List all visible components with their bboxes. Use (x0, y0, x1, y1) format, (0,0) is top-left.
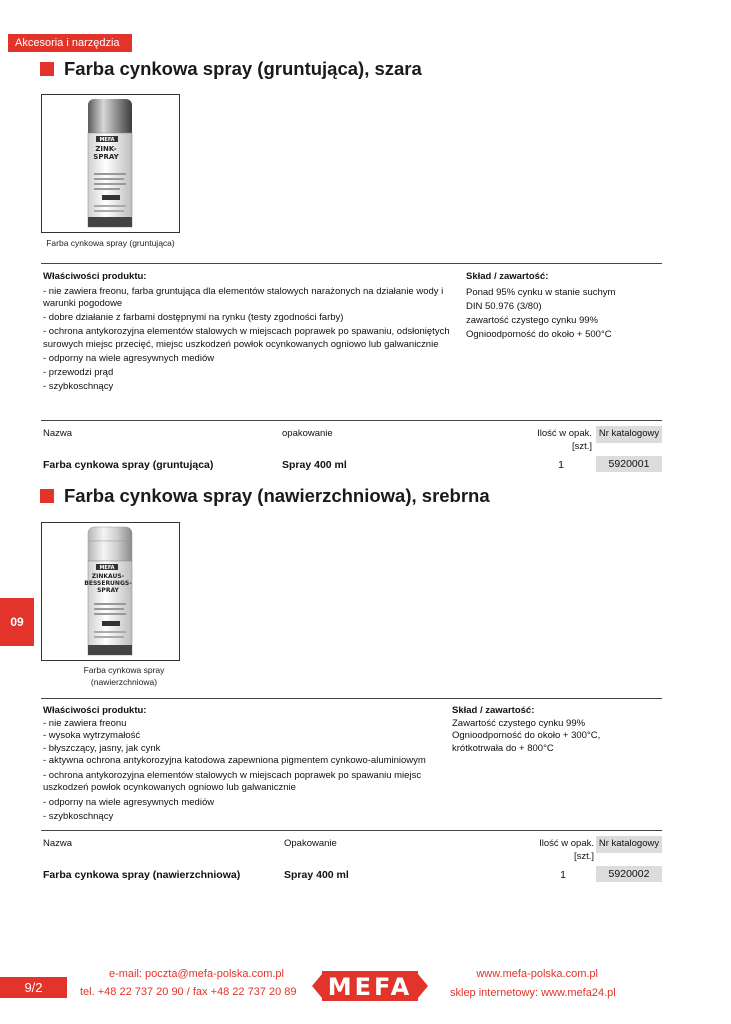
row-catalog-number: 5920001 (596, 456, 662, 472)
section-marker (40, 62, 54, 76)
svg-text:SPRAY: SPRAY (93, 153, 119, 161)
composition-block (466, 271, 666, 342)
svg-text:MEFA: MEFA (99, 565, 115, 571)
svg-text:MEFA: MEFA (99, 137, 115, 143)
composition-heading: Skład / zawartość: (466, 271, 549, 282)
property-item: - wysoka wytrzymałość (43, 730, 141, 741)
row-quantity: 1 (558, 459, 564, 471)
chapter-tab: 09 (0, 598, 34, 646)
row-quantity: 1 (560, 869, 566, 881)
svg-text:MEFA: MEFA (327, 973, 413, 1001)
property-item: - ochrona antykorozyjna elementów stalowych w miejscach poprawek po spawaniu miejsc uszkodzeń powłok ocynkowanych ogniowo lub galwanicznie (43, 769, 422, 793)
spray-can-image (42, 95, 179, 232)
image-caption: Farba cynkowa spray (gruntująca) (46, 238, 175, 248)
divider (41, 698, 662, 699)
composition-item: DIN 50.976 (3/80) (466, 300, 542, 312)
property-item: - nie zawiera freonu, farba gruntująca dla elementów stalowych narażonych na działanie wody i warunki pogodowe (43, 285, 444, 309)
footer-email[interactable]: e-mail: poczta@mefa-polska.com.pl (108, 968, 284, 980)
divider (41, 830, 662, 831)
col-header-catalog: Nr katalogowy (596, 426, 662, 443)
spray-can-image (42, 523, 179, 660)
row-packaging: Spray 400 ml (284, 869, 349, 881)
property-item: - błyszczący, jasny, jak cynk (43, 742, 161, 754)
composition-item: Ponad 95% cynku w stanie suchym (466, 286, 616, 298)
col-header-pack: Opakowanie (284, 838, 337, 849)
svg-text:ZINKAUS-: ZINKAUS- (91, 573, 125, 580)
properties-heading: Właściwości produktu: (43, 705, 147, 716)
footer-phone: tel. +48 22 737 20 90 / fax +48 22 737 20 89 (80, 986, 297, 998)
property-item: - ochrona antykorozyjna elementów stalowych w miejscach poprawek po spawaniu, odsłoniętych surowych miejsc przecięć, miejsc uszkodzeń powłok ocynkowanych ogniowo lub galwanicznie (43, 326, 450, 350)
svg-text:ZINK-: ZINK- (95, 145, 117, 153)
col-header-name: Nazwa (43, 428, 73, 439)
row-product-name: Farba cynkowa spray (nawierzchniowa) (43, 869, 241, 881)
property-item: - dobre działanie z farbami dostępnymi na rynku (testy zgodności farby) (43, 312, 344, 323)
footer-website[interactable]: www.mefa-polska.com.pl (476, 968, 598, 980)
col-header-pack: opakowanie (282, 428, 333, 439)
image-caption: Farba cynkowa spray (nawierzchniowa) (83, 665, 165, 687)
composition-heading: Skład / zawartość: (452, 705, 535, 716)
col-header-qty: Ilość w opak. [szt.] (539, 838, 594, 862)
properties-block (43, 271, 453, 395)
property-item: - odporny na wiele agresywnych mediów (43, 352, 215, 364)
product-image-frame (41, 522, 180, 661)
svg-text:SPRAY: SPRAY (97, 587, 119, 594)
property-item: - przewodzi prąd (43, 366, 114, 378)
property-item: - nie zawiera freonu (43, 717, 127, 729)
composition-item: Zawartość czystego cynku 99% (452, 717, 586, 729)
property-item: - szybkoschnący (43, 380, 114, 392)
divider (41, 420, 662, 421)
composition-item: krótkotrwała do + 800°C (452, 742, 554, 754)
col-header-name: Nazwa (43, 838, 73, 849)
composition-item: Ognioodporność do około + 500°C (466, 328, 612, 340)
divider (41, 263, 662, 264)
property-item: - aktywna ochrona antykorozyjna katodowa zapewniona pigmentem cynkowo-aluminiowym (43, 755, 426, 766)
row-packaging: Spray 400 ml (282, 459, 347, 471)
col-header-catalog: Nr katalogowy (596, 836, 662, 853)
row-catalog-number: 5920002 (596, 866, 662, 882)
property-item: - odporny na wiele agresywnych mediów (43, 796, 215, 808)
row-product-name: Farba cynkowa spray (gruntująca) (43, 459, 214, 471)
composition-block (452, 705, 662, 755)
composition-item: Ognioodporność do około + 300°C, (452, 730, 601, 741)
footer-shop[interactable]: sklep internetowy: www.mefa24.pl (450, 987, 616, 999)
product-title: Farba cynkowa spray (gruntująca), szara (64, 58, 422, 79)
page-number: 9/2 (0, 977, 67, 998)
properties-block (43, 705, 443, 824)
mefa-logo (312, 968, 428, 1004)
product-image-frame (41, 94, 180, 233)
svg-text:BESSERUNGS-: BESSERUNGS- (84, 580, 132, 587)
property-item: - szybkoschnący (43, 811, 114, 822)
section-marker (40, 489, 54, 503)
composition-item: zawartość czystego cynku 99% (466, 314, 599, 326)
category-tab: Akcesoria i narzędzia (8, 34, 132, 52)
product-title: Farba cynkowa spray (nawierzchniowa), srebrna (64, 485, 490, 506)
col-header-qty: Ilość w opak. [szt.] (537, 428, 592, 452)
properties-heading: Właściwości produktu: (43, 271, 147, 282)
